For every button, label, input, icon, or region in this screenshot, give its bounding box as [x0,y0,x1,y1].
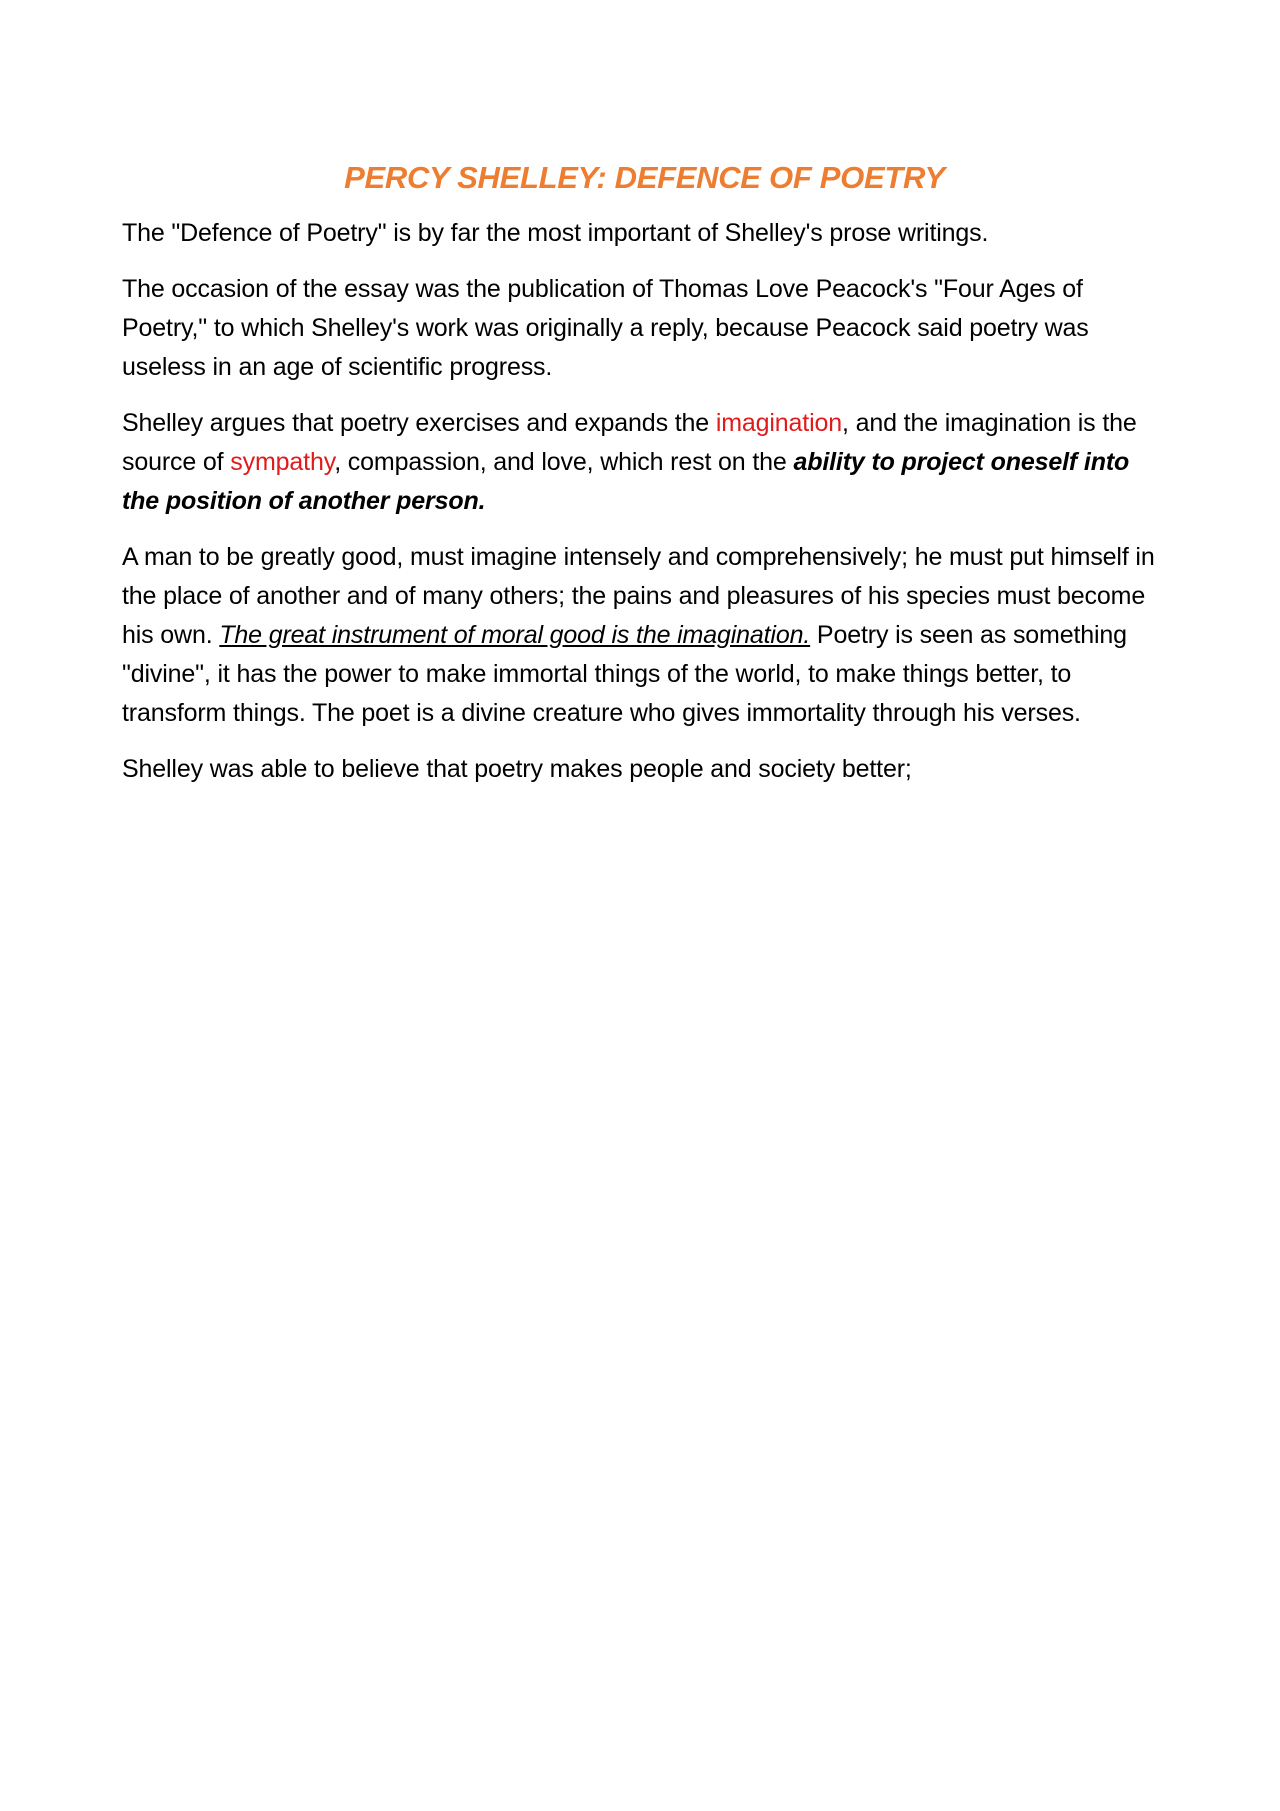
document-title: PERCY SHELLEY: DEFENCE OF POETRY [344,160,945,195]
paragraph-intro: The "Defence of Poetry" is by far the most important of Shelley's prose writings. [122,219,989,247]
paragraph-moral-good [122,538,1167,733]
paragraph-text: , compassion, and love, which rest on the [334,448,794,476]
paragraph-text: Shelley argues that poetry exercises and expands the [122,409,716,437]
paragraph-imagination [122,404,1167,521]
underlined-quote: The great instrument of moral good is the imagination. [219,621,811,649]
paragraph-text: A man to be greatly good, must imagine intensely and comprehensively; he must put himself in the place of another and of many others; the pains and pleasures of his species must become his own. [122,543,1155,649]
emphasis-end: . [478,487,486,515]
paragraph-conclusion: Shelley was able to believe that poetry makes people and society better; [122,755,912,783]
document-body [122,156,1167,806]
emphasis-text: ability to project oneself into the position of another person [122,448,1130,515]
highlight-imagination: imagination [715,409,843,437]
paragraph-occasion: The occasion of the essay was the publication of Thomas Love Peacock's "Four Ages of Poetry," to which Shelley's work was originally a reply, because Peacock said poetry was useless in an age of scientific progress. [122,275,1089,381]
paragraph-text: Poetry is seen as something "divine", it has the power to make immortal things of the world, to make things better, to transform things. The poet is a divine creature who gives immortality through his verses. [122,621,1127,727]
highlight-sympathy: sympathy [230,448,335,476]
paragraph-text: , and the imagination is the source of [122,409,1137,476]
